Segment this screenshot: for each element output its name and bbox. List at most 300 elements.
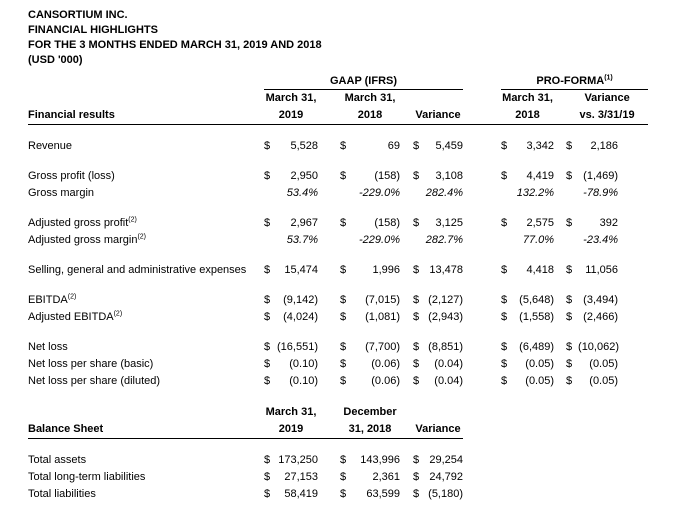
cell-value: -229.0% [359, 187, 400, 199]
column-gap [318, 421, 340, 439]
dollar-sign: $ [340, 264, 347, 276]
col1-header-top: March 31, [265, 92, 317, 104]
column-gap [463, 373, 501, 390]
column-gap [554, 356, 566, 373]
financial-results-table [28, 73, 648, 390]
cell-value: (7,015) [365, 294, 400, 306]
dollar-sign: $ [566, 217, 573, 229]
section-gap [463, 73, 501, 90]
dollar-sign [264, 232, 276, 249]
column-gap [400, 486, 413, 503]
empty-cell [28, 73, 264, 90]
dollar-sign: $ [413, 140, 420, 152]
gaap-group-header [264, 73, 463, 90]
column-gap [463, 138, 501, 155]
gaap-group-label: GAAP (IFRS) [330, 75, 398, 87]
dollar-sign: $ [501, 294, 508, 306]
row-spacer-cell [28, 279, 648, 292]
column-gap [318, 339, 340, 356]
cell-value: 5,528 [290, 140, 318, 152]
dollar-sign: $ [264, 264, 271, 276]
col5-header-bottom: vs. 3/31/19 [566, 107, 648, 125]
column-gap [618, 185, 648, 202]
cell-value: (2,943) [428, 311, 464, 323]
footnote-ref: (2) [137, 233, 147, 241]
table-row [28, 309, 648, 326]
dollar-sign: $ [413, 358, 420, 370]
table-row [28, 469, 648, 486]
currency-note: (USD '000) [28, 54, 83, 66]
row-label-text: Total long-term liabilities [28, 471, 146, 483]
row-label [28, 339, 264, 356]
cell-value: 13,478 [429, 264, 464, 276]
cell-value: 4,419 [526, 170, 555, 182]
dollar-sign: $ [340, 311, 347, 323]
column-gap [400, 138, 413, 155]
dollar-sign: $ [264, 341, 271, 353]
column-gap [463, 339, 501, 356]
cell-value: 24,792 [429, 471, 464, 483]
column-gap [463, 356, 501, 373]
dollar-sign [340, 232, 352, 249]
cell-value: (0.04) [434, 358, 464, 370]
cell-value: (8,851) [428, 341, 464, 353]
table-row [28, 215, 648, 232]
cell-value: 53.7% [286, 234, 318, 246]
column-gap [554, 309, 566, 326]
dollar-sign: $ [264, 358, 271, 370]
section-gap [463, 107, 501, 125]
column-header-row-bottom [28, 107, 648, 125]
row-label-text: Selling, general and administrative expenses [28, 264, 247, 276]
row-label-text: Net loss per share (basic) [28, 358, 154, 370]
dollar-sign: $ [566, 341, 573, 353]
footnote-ref: (2) [67, 293, 77, 301]
column-gap [618, 262, 648, 279]
col3-header-bottom: Variance [413, 107, 463, 125]
column-gap [554, 292, 566, 309]
table-row [28, 262, 648, 279]
cell-value: (0.06) [371, 358, 400, 370]
row-spacer-cell [28, 202, 648, 215]
cell-value: (1,469) [583, 170, 619, 182]
footnote-ref: (2) [113, 310, 123, 318]
column-gap [318, 232, 340, 249]
dollar-sign: $ [340, 454, 347, 466]
column-gap [400, 232, 413, 249]
row-label-text: Net loss per share (diluted) [28, 375, 161, 387]
cell-value: -78.9% [583, 187, 619, 199]
cell-value: 58,419 [284, 488, 318, 500]
row-spacer [28, 155, 648, 168]
row-label [28, 292, 264, 309]
column-gap [318, 90, 340, 108]
cell-value: 282.4% [425, 187, 464, 199]
column-gap [400, 292, 413, 309]
column-header-row-top [28, 404, 648, 421]
row-label-text: Adjusted gross profit [28, 217, 129, 229]
row-label-text: Revenue [28, 140, 73, 152]
cell-value: 29,254 [429, 454, 464, 466]
column-gap [400, 421, 413, 439]
row-spacer-cell [28, 439, 648, 453]
column-gap [318, 356, 340, 373]
dollar-sign: $ [340, 488, 347, 500]
cell-value: (9,142) [283, 294, 318, 306]
column-gap [463, 215, 501, 232]
column-gap [318, 215, 340, 232]
col5-header-top: Variance [584, 92, 630, 104]
cell-value: 173,250 [278, 454, 318, 466]
column-gap [318, 469, 340, 486]
dollar-sign: $ [340, 140, 347, 152]
cell-value: (0.10) [289, 375, 318, 387]
cell-value: (158) [374, 217, 400, 229]
dollar-sign: $ [264, 375, 271, 387]
cell-value: 143,996 [360, 454, 401, 466]
column-gap [618, 232, 648, 249]
company-name: CANSORTIUM INC. [28, 9, 128, 21]
cell-value: -229.0% [359, 234, 400, 246]
table-row [28, 232, 648, 249]
row-spacer [28, 125, 648, 139]
section-label: Balance Sheet [28, 421, 264, 439]
table-row [28, 138, 648, 155]
row-label [28, 262, 264, 279]
dollar-sign: $ [413, 264, 420, 276]
dollar-sign: $ [501, 217, 508, 229]
cell-value: 77.0% [522, 234, 555, 246]
dollar-sign: $ [501, 264, 508, 276]
balance-sheet-table [28, 404, 648, 503]
column-gap [463, 262, 501, 279]
cell-value: (5,180) [428, 488, 464, 500]
table-row [28, 168, 648, 185]
column-gap [400, 404, 413, 421]
dollar-sign: $ [413, 217, 420, 229]
group-header-row [28, 73, 648, 90]
dollar-sign [413, 185, 425, 202]
dollar-sign: $ [264, 471, 271, 483]
table-row [28, 356, 648, 373]
column-gap [400, 339, 413, 356]
cell-value: (7,700) [365, 341, 400, 353]
row-spacer-cell [28, 326, 648, 339]
row-spacer [28, 279, 648, 292]
column-gap [463, 185, 501, 202]
column-gap [463, 168, 501, 185]
row-label [28, 185, 264, 202]
dollar-sign [501, 185, 513, 202]
row-label-text: Total assets [28, 454, 87, 466]
dollar-sign [264, 185, 276, 202]
column-gap [618, 138, 648, 155]
column-gap [618, 356, 648, 373]
column-gap [618, 168, 648, 185]
column-gap [463, 309, 501, 326]
cell-value: (4,024) [283, 311, 318, 323]
col4-header-bottom: 2018 [501, 107, 554, 125]
cell-value: 3,125 [435, 217, 464, 229]
column-gap [554, 185, 566, 202]
row-label [28, 452, 264, 469]
column-gap [400, 168, 413, 185]
row-label-text: Total liabilities [28, 488, 96, 500]
dollar-sign: $ [566, 375, 573, 387]
cell-value: 5,459 [435, 140, 464, 152]
col1-header-bottom: 2019 [264, 421, 318, 439]
dollar-sign: $ [566, 294, 573, 306]
row-spacer-cell [28, 125, 648, 139]
dollar-sign [566, 185, 578, 202]
dollar-sign [501, 232, 513, 249]
col1-header-top: March 31, [265, 406, 317, 418]
dollar-sign: $ [413, 294, 420, 306]
dollar-sign: $ [264, 294, 271, 306]
cell-value: (2,466) [583, 311, 619, 323]
row-spacer [28, 326, 648, 339]
column-gap [318, 262, 340, 279]
cell-value: (0.05) [589, 375, 619, 387]
column-gap [318, 107, 340, 125]
cell-value: 132.2% [516, 187, 555, 199]
column-gap [463, 292, 501, 309]
column-gap [318, 185, 340, 202]
cell-value: 2,967 [290, 217, 318, 229]
dollar-sign: $ [413, 488, 420, 500]
dollar-sign: $ [501, 375, 508, 387]
cell-value: 3,342 [526, 140, 555, 152]
column-gap [400, 215, 413, 232]
row-label [28, 138, 264, 155]
footnote-ref: (2) [128, 216, 137, 224]
cell-value: (2,127) [428, 294, 464, 306]
row-label [28, 309, 264, 326]
row-label [28, 356, 264, 373]
cell-value: 69 [387, 140, 400, 152]
dollar-sign: $ [501, 170, 508, 182]
dollar-sign: $ [413, 170, 420, 182]
table-filler [463, 421, 648, 439]
table-filler [463, 404, 648, 421]
row-label-text: Adjusted gross margin [28, 234, 138, 246]
column-gap [318, 292, 340, 309]
column-gap [318, 486, 340, 503]
table-filler [463, 469, 648, 486]
table-row [28, 452, 648, 469]
balance-sheet-body [28, 439, 648, 504]
column-gap [318, 138, 340, 155]
cell-value: (6,489) [519, 341, 555, 353]
column-gap [318, 404, 340, 421]
table-filler [463, 452, 648, 469]
dollar-sign: $ [501, 341, 508, 353]
dollar-sign [566, 232, 578, 249]
dollar-sign: $ [340, 170, 347, 182]
column-gap [400, 262, 413, 279]
col3-header-bottom: Variance [413, 421, 463, 439]
table-row [28, 373, 648, 390]
dollar-sign: $ [501, 311, 508, 323]
cell-value: 392 [599, 217, 619, 229]
column-gap [318, 168, 340, 185]
footnote-ref: (1) [604, 74, 613, 82]
column-gap [400, 90, 413, 108]
row-label-text: Net loss [28, 341, 68, 353]
financial-results-body [28, 125, 648, 391]
col3-header-top [413, 404, 463, 421]
dollar-sign: $ [413, 311, 420, 323]
column-header-row-top [28, 90, 648, 108]
cell-value: 2,361 [372, 471, 401, 483]
dollar-sign: $ [566, 170, 573, 182]
column-gap [554, 232, 566, 249]
column-gap [554, 168, 566, 185]
column-gap [400, 469, 413, 486]
section-label: Financial results [28, 107, 264, 125]
col1-header-bottom: 2019 [264, 107, 318, 125]
column-gap [618, 292, 648, 309]
table-row [28, 486, 648, 503]
cell-value: 282.7% [425, 234, 464, 246]
table-row [28, 339, 648, 356]
column-gap [400, 309, 413, 326]
dollar-sign: $ [413, 375, 420, 387]
table-row [28, 185, 648, 202]
column-gap [463, 232, 501, 249]
dollar-sign: $ [264, 311, 271, 323]
column-gap [400, 107, 413, 125]
column-gap [554, 215, 566, 232]
cell-value: -23.4% [583, 234, 619, 246]
document-title: FINANCIAL HIGHLIGHTS [28, 24, 158, 36]
row-label [28, 486, 264, 503]
row-label [28, 168, 264, 185]
cell-value: (1,558) [519, 311, 555, 323]
col2-header-top: March 31, [344, 92, 396, 104]
row-label [28, 232, 264, 249]
column-gap [618, 373, 648, 390]
column-gap [618, 309, 648, 326]
dollar-sign: $ [413, 471, 420, 483]
dollar-sign: $ [566, 358, 573, 370]
cell-value: 63,599 [366, 488, 401, 500]
col2-header-bottom: 2018 [340, 107, 400, 125]
row-spacer [28, 439, 648, 453]
dollar-sign: $ [566, 311, 573, 323]
cell-value: 2,575 [526, 217, 555, 229]
column-gap [554, 339, 566, 356]
cell-value: (16,551) [277, 341, 318, 353]
column-gap [318, 373, 340, 390]
dollar-sign: $ [413, 341, 420, 353]
column-gap [554, 138, 566, 155]
dollar-sign: $ [340, 358, 347, 370]
dollar-sign: $ [566, 264, 573, 276]
col3-header-top [413, 90, 463, 108]
col2-header-top: December [343, 406, 397, 418]
column-gap [554, 90, 566, 108]
dollar-sign: $ [340, 375, 347, 387]
col4-header-top: March 31, [502, 92, 553, 104]
cell-value: 27,153 [284, 471, 318, 483]
column-gap [618, 339, 648, 356]
dollar-sign: $ [264, 488, 271, 500]
dollar-sign [340, 185, 352, 202]
cell-value: (0.06) [371, 375, 400, 387]
column-gap [318, 452, 340, 469]
dollar-sign: $ [264, 454, 271, 466]
dollar-sign: $ [264, 217, 271, 229]
dollar-sign: $ [566, 140, 573, 152]
row-label-text: Gross margin [28, 187, 95, 199]
column-gap [554, 107, 566, 125]
document-header [28, 8, 677, 68]
cell-value: (3,494) [583, 294, 619, 306]
cell-value: 3,108 [435, 170, 464, 182]
cell-value: 4,418 [526, 264, 555, 276]
dollar-sign: $ [501, 140, 508, 152]
col2-header-bottom: 31, 2018 [340, 421, 400, 439]
row-label-text: Adjusted EBITDA [28, 311, 114, 323]
cell-value: (0.05) [525, 375, 555, 387]
column-gap [618, 215, 648, 232]
column-gap [554, 262, 566, 279]
dollar-sign: $ [264, 140, 271, 152]
dollar-sign: $ [501, 358, 508, 370]
dollar-sign: $ [340, 294, 347, 306]
row-label [28, 215, 264, 232]
cell-value: (5,648) [519, 294, 555, 306]
cell-value: 1,996 [372, 264, 400, 276]
row-spacer [28, 202, 648, 215]
row-label [28, 469, 264, 486]
column-gap [318, 309, 340, 326]
cell-value: 11,056 [585, 264, 619, 276]
cell-value: (158) [374, 170, 400, 182]
dollar-sign: $ [340, 471, 347, 483]
cell-value: 2,186 [590, 140, 619, 152]
proforma-group-label: PRO-FORMA [536, 75, 605, 87]
row-label [28, 373, 264, 390]
row-spacer [28, 249, 648, 262]
column-gap [400, 356, 413, 373]
section-gap [463, 90, 501, 108]
dollar-sign: $ [340, 217, 347, 229]
row-spacer-cell [28, 249, 648, 262]
cell-value: 53.4% [286, 187, 318, 199]
cell-value: 2,950 [290, 170, 318, 182]
cell-value: (0.05) [589, 358, 619, 370]
dollar-sign: $ [340, 341, 347, 353]
column-gap [400, 185, 413, 202]
column-gap [400, 373, 413, 390]
cell-value: (1,081) [365, 311, 400, 323]
dollar-sign: $ [264, 170, 271, 182]
empty-cell [28, 404, 264, 421]
empty-cell [28, 90, 264, 108]
cell-value: (0.05) [525, 358, 555, 370]
column-gap [400, 452, 413, 469]
reporting-period: FOR THE 3 MONTHS ENDED MARCH 31, 2019 AND 2018 [28, 39, 322, 51]
table-row [28, 292, 648, 309]
cell-value: (0.10) [289, 358, 318, 370]
row-label-text: Gross profit (loss) [28, 170, 115, 182]
dollar-sign [413, 232, 425, 249]
row-spacer-cell [28, 155, 648, 168]
table-filler [463, 486, 648, 503]
row-label-text: EBITDA [28, 294, 68, 306]
